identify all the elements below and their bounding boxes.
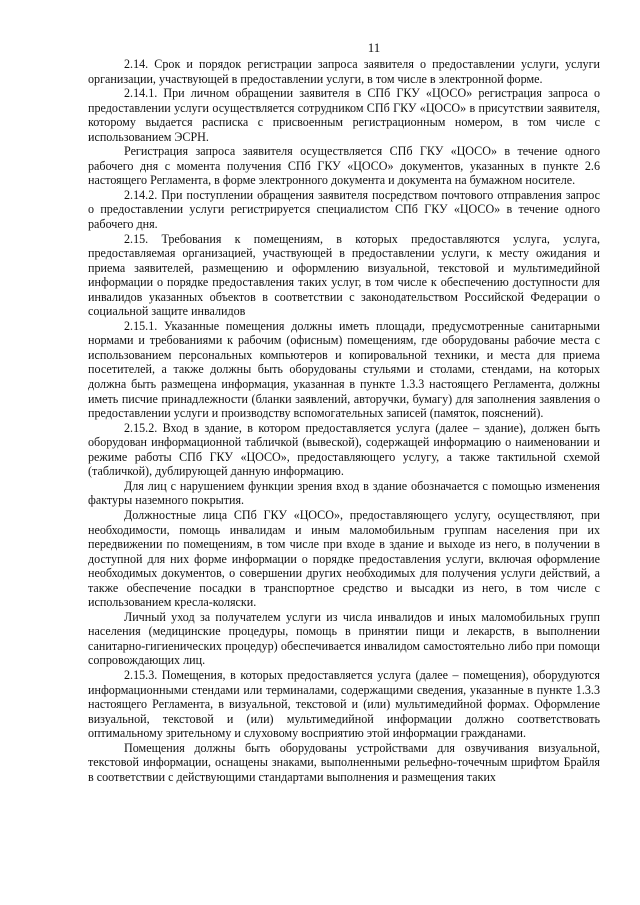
paragraph-2-14: 2.14. Срок и порядок регистрации запроса заявителя о предоставлении услуги, услуги организации, участвующей в предоставлении услуги, в том числе в электронной форме.: [88, 57, 600, 86]
paragraph-2-15: 2.15. Требования к помещениям, в которых предоставляются услуга, услуга, предоставляемая организацией, участвующей в предоставлении услуги, к месту ожидания и приема заявителей, размещению и оформлению визуальной, текстовой и мультимедийной информации о порядке предоставления таких услуг, в том числе к обеспечению доступности для инвалидов указанных объектов в соответствии с законодательством Российской Федерации о социальной защите инвалидов: [88, 231, 600, 319]
paragraph-2-15-1: 2.15.1. Указанные помещения должны иметь площади, предусмотренные санитарными нормами и требованиями к рабочим (офисным) помещениям, где оборудованы рабочие места с использованием персональных компьютеров и копировальной техники, и места для приема посетителей, а также должны быть оборудованы стульями и столами, стендами, на которых должна быть размещена информация, указанная в пункте 1.3.3 настоящего Регламента, должны иметь писчие принадлежности (бланки заявлений, авторучки, бумагу) для заполнения заявления о предоставлении услуги и производству вспомогательных записей (памяток, пояснений).: [88, 318, 600, 421]
paragraph-personal-care: Личный уход за получателем услуги из числа инвалидов и иных маломобильных групп населения (медицинские процедуры, помощь в принятии пищи и лекарств, в выполнении санитарно-гигиенических процедур) обеспечивается инвалидом самостоятельно либо при помощи сопровождающих лиц.: [88, 609, 600, 668]
paragraph-2-14-2: 2.14.2. При поступлении обращения заявителя посредством почтового отправления запрос о предоставлении услуги регистрируется специалистом СПб ГКУ «ЦОСО» в течение одного рабочего дня.: [88, 187, 600, 232]
paragraph-officials-assistance: Должностные лица СПб ГКУ «ЦОСО», предоставляющего услугу, осуществляют, при необходимости, помощь инвалидам и иным маломобильным группам населения при их передвижении по помещениям, в том числе при входе в здание и выходе из него, в получении в доступной для них форме информации о порядке предоставления услуги, включая оформление необходимых документов, о совершении других необходимых для получения услуги действий, а также обеспечение посадки в транспортное средство и высадки из него, в том числе с использованием кресла-коляски.: [88, 507, 600, 610]
paragraph-2-15-3: 2.15.3. Помещения, в которых предоставляется услуга (далее – помещения), оборудуются информационными стендами или терминалами, содержащими сведения, указанные в пункте 1.3.3 настоящего Регламента, в визуальной, текстовой и (или) мультимедийной формах. Оформление визуальной, текстовой и (или) мультимедийной информации должно соответствовать оптимальному зрительному и слуховому восприятию этой информации гражданами.: [88, 667, 600, 741]
paragraph-2-14-1: 2.14.1. При личном обращении заявителя в СПб ГКУ «ЦОСО» регистрация запроса о предоставлении услуги осуществляется сотрудником СПб ГКУ «ЦОСО» в присутствии заявителя, которому выдается расписка с присвоенным регистрационным номером, в том числе с использованием ЭСРН.: [88, 86, 600, 144]
paragraph-premises-equipment: Помещения должны быть оборудованы устройствами для озвучивания визуальной, текстовой информации, оснащены знаками, выполненными рельефно-точечным шрифтом Брайля в соответствии с действующими стандартами выполнения и размещения таких: [88, 740, 600, 784]
paragraph-vision-impaired: Для лиц с нарушением функции зрения вход в здание обозначается с помощью изменения фактуры наземного покрытия.: [88, 478, 600, 508]
paragraph-registration: Регистрация запроса заявителя осуществляется СПб ГКУ «ЦОСО» в течение одного рабочего дня с момента получения СПб ГКУ «ЦОСО» документов, указанных в пункте 2.6 настоящего Регламента, в форме электронного документа и документа на бумажном носителе.: [88, 144, 600, 188]
page-number: 11: [367, 40, 381, 55]
paragraph-2-15-2: 2.15.2. Вход в здание, в котором предоставляется услуга (далее – здание), должен быть оборудован информационной табличкой (вывеской), содержащей информацию о наименовании и режиме работы СПб ГКУ «ЦОСО», предоставляющего услугу, а также тактильной схемой (табличкой), дублирующей данную информацию.: [88, 420, 600, 479]
body-text: [88, 57, 600, 784]
